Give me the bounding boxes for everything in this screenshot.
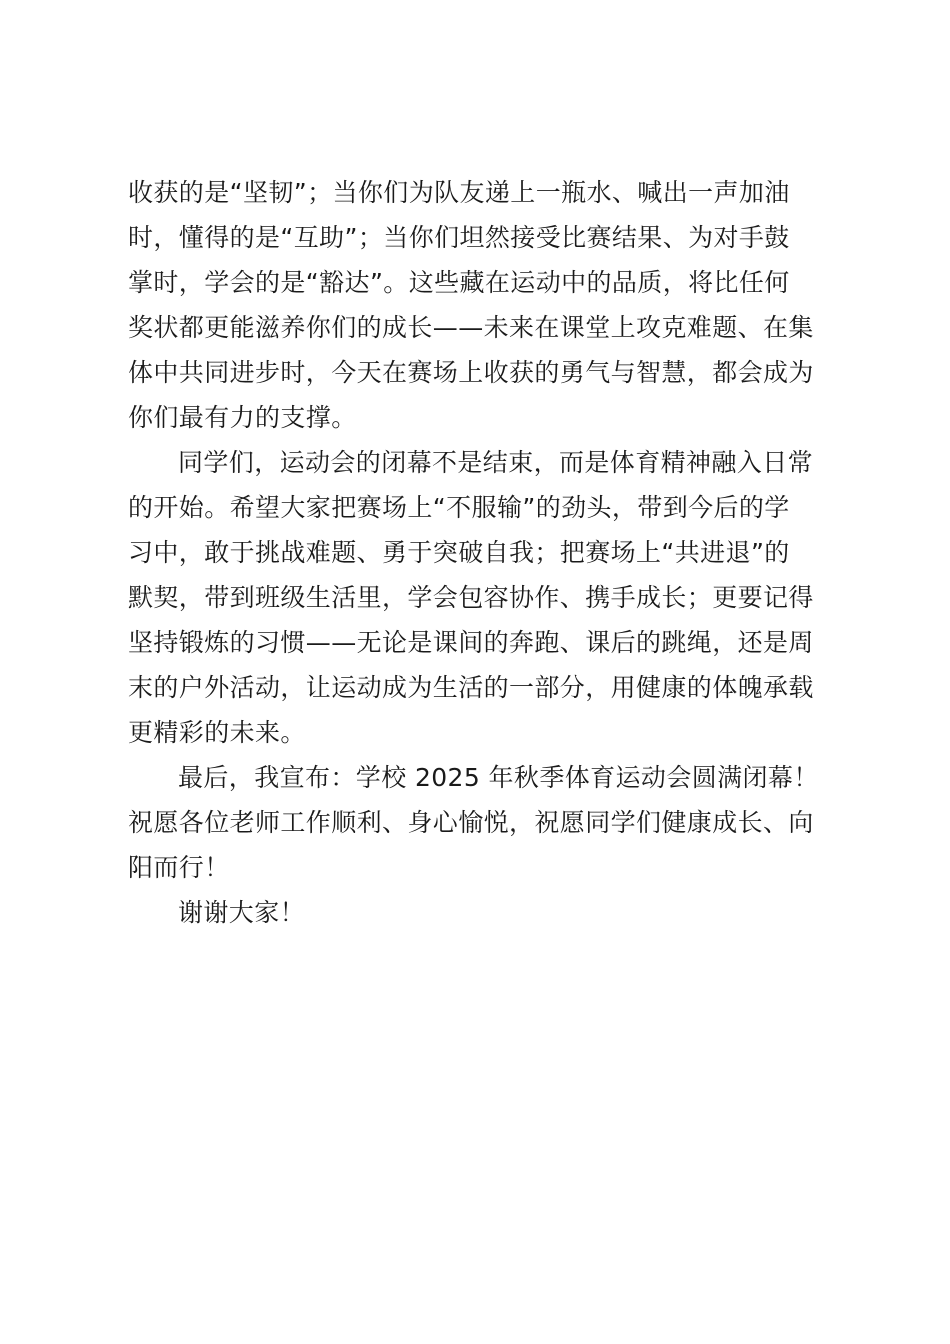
paragraph-line: 谢谢大家！ [178,898,306,927]
paragraph-line: 掌时，学会的是“豁达”。这些藏在运动中的品质，将比任何 [128,268,790,297]
paragraph-line: 习中，敢于挑战难题、勇于突破自我；把赛场上“共进退”的 [128,538,790,567]
paragraph-line: 祝愿各位老师工作顺利、身心愉悦，祝愿同学们健康成长、向 [128,808,814,837]
paragraph-line: 末的户外活动，让运动成为生活的一部分，用健康的体魄承载 [128,673,814,702]
paragraph-line: 体中共同进步时，今天在赛场上收获的勇气与智慧，都会成为 [128,358,814,387]
paragraph-line: 你们最有力的支撑。 [128,403,357,432]
paragraph-line: 默契，带到班级生活里，学会包容协作、携手成长；更要记得 [128,583,814,612]
paragraph-line: 阳而行！ [128,853,230,882]
paragraph-line: 奖状都更能滋养你们的成长——未来在课堂上攻克难题、在集 [128,313,814,342]
paragraph-line: 最后，我宣布：学校 2025 年秋季体育运动会圆满闭幕！ [178,763,819,792]
paragraph-line: 的开始。希望大家把赛场上“不服输”的劲头，带到今后的学 [128,493,790,522]
paragraph-line: 收获的是“坚韧”；当你们为队友递上一瓶水、喊出一声加油 [128,178,790,207]
paragraph-line: 坚持锻炼的习惯——无论是课间的奔跑、课后的跳绳，还是周 [128,628,814,657]
paragraph-line: 更精彩的未来。 [128,718,306,747]
paragraph-line: 同学们，运动会的闭幕不是结束，而是体育精神融入日常 [178,448,814,477]
paragraph-line: 时，懂得的是“互助”；当你们坦然接受比赛结果、为对手鼓 [128,223,790,252]
